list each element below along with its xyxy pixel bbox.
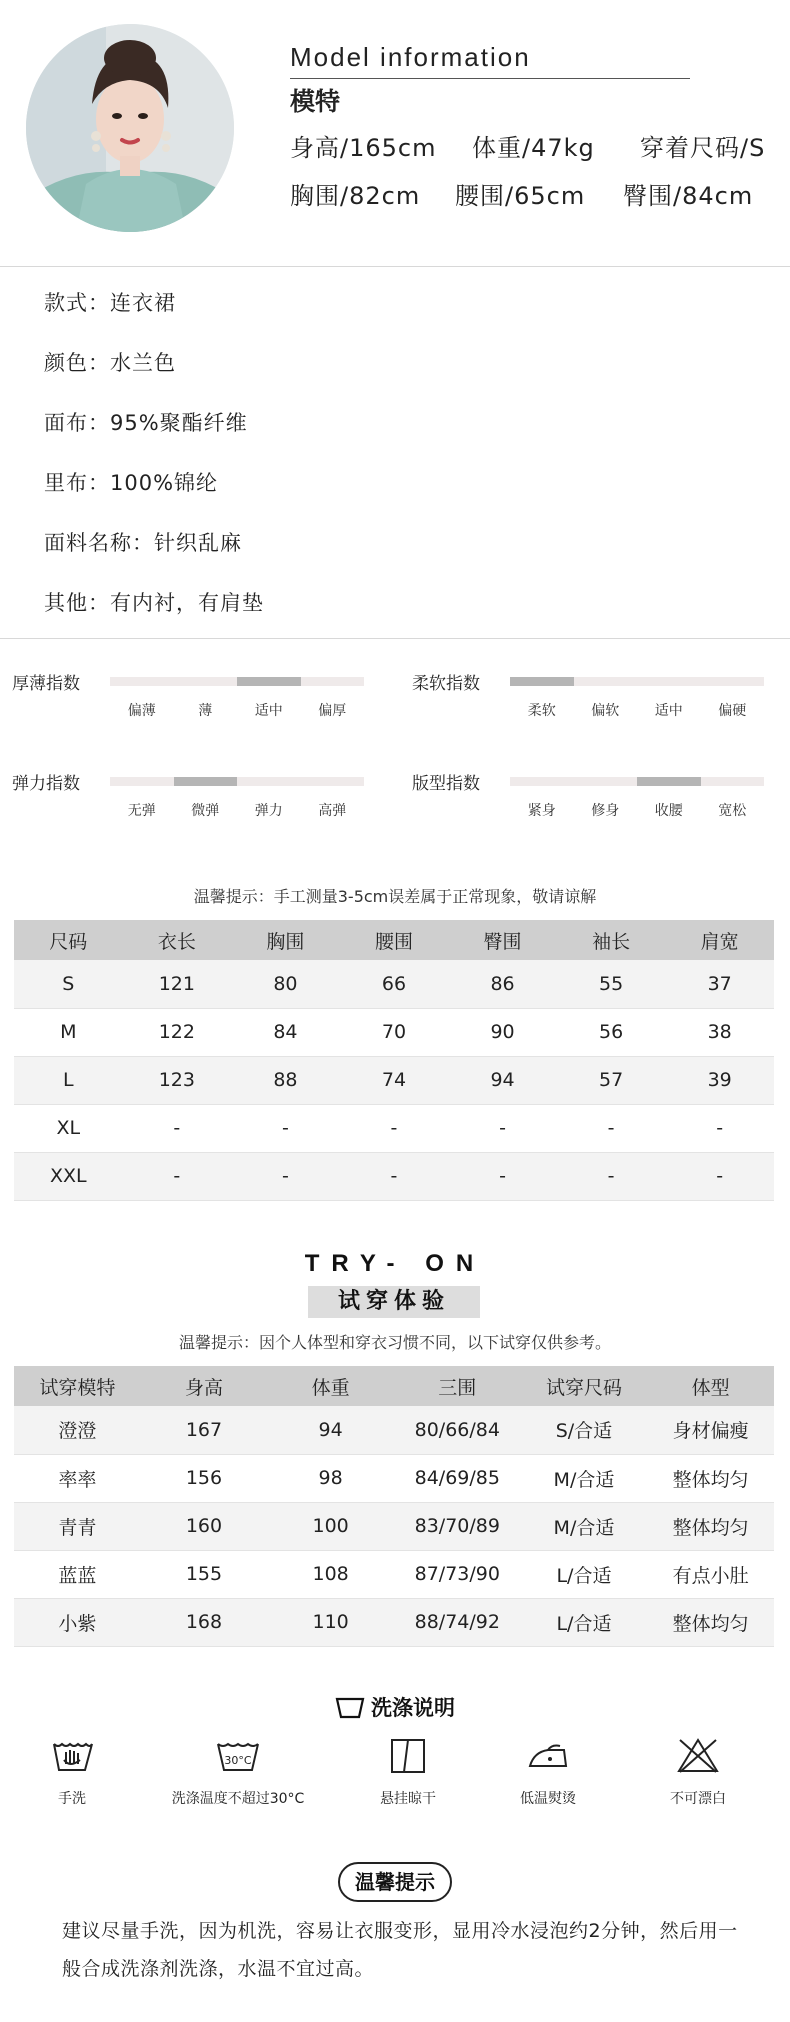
wash-label: 悬挂晾干 (380, 1791, 436, 1807)
warm-tip-text: 建议尽量手洗，因为机洗，容易让衣服变形，显用冷水浸泡约2分钟，然后用一般合成洗涤剂洗涤，水温不宜过高。 (62, 1920, 738, 1980)
table-cell: M/合适 (521, 1502, 648, 1550)
wash-item-hang-dry (338, 1738, 478, 1808)
table-cell: 38 (665, 1008, 774, 1056)
table-cell: - (123, 1104, 232, 1152)
table-cell: - (448, 1104, 557, 1152)
detail-color: 颜色：水兰色 (44, 351, 176, 375)
column-header: 尺码 (14, 920, 123, 960)
index-tick-label: 适中 (654, 703, 683, 719)
wash-title-text: 洗涤说明 (371, 1696, 455, 1720)
table-cell: - (557, 1152, 666, 1200)
table-cell: 整体均匀 (647, 1598, 774, 1646)
table-cell: - (665, 1152, 774, 1200)
table-cell: L (14, 1056, 123, 1104)
model-label: 模特 (290, 87, 341, 116)
table-cell: 160 (141, 1502, 268, 1550)
table-cell: 94 (267, 1406, 394, 1454)
tryon-row (14, 1406, 774, 1454)
model-waist: 腰围/65cm (455, 182, 586, 210)
index-tick-label: 修身 (591, 803, 620, 819)
index-tick-label: 微弹 (191, 803, 220, 819)
table-cell: - (557, 1104, 666, 1152)
wash-title (0, 1692, 790, 1724)
wash-30-icon (158, 1738, 318, 1774)
index-label: 柔软指数 (412, 674, 480, 694)
tryon-row (14, 1598, 774, 1646)
table-cell: 55 (557, 960, 666, 1008)
index-bar (510, 677, 764, 686)
index-tick-label: 弹力 (254, 803, 283, 819)
tryon-row (14, 1454, 774, 1502)
index-tick-label: 高弹 (318, 803, 347, 819)
index-bar-fill (510, 677, 574, 686)
column-header: 袖长 (557, 920, 666, 960)
column-header: 臀围 (448, 920, 557, 960)
size-row (14, 960, 774, 1008)
table-cell: - (231, 1152, 340, 1200)
tryon-tip: 温馨提示：因个人体型和穿衣习惯不同，以下试穿仅供参考。 (178, 1333, 611, 1352)
index-bar (110, 677, 364, 686)
wash-item-low-iron (478, 1738, 618, 1808)
model-info-title: Model information (290, 42, 531, 72)
table-cell: 66 (340, 960, 449, 1008)
table-cell: M (14, 1008, 123, 1056)
size-tip: 温馨提示：手工测量3-5cm误差属于正常现象，敬请谅解 (193, 887, 597, 906)
table-cell: 小紫 (14, 1598, 141, 1646)
table-cell: 率率 (14, 1454, 141, 1502)
size-row (14, 1152, 774, 1200)
table-cell: S/合适 (521, 1406, 648, 1454)
table-cell: 蓝蓝 (14, 1550, 141, 1598)
table-cell: L/合适 (521, 1550, 648, 1598)
size-table-header (14, 920, 774, 960)
column-header: 体型 (647, 1366, 774, 1406)
model-size: 穿着尺码/S (640, 134, 766, 162)
column-header: 身高 (141, 1366, 268, 1406)
table-cell: 57 (557, 1056, 666, 1104)
index-bar-fill (237, 677, 301, 686)
column-header: 试穿尺码 (521, 1366, 648, 1406)
table-cell: 有点小肚 (647, 1550, 774, 1598)
index-tick-label: 偏薄 (127, 703, 156, 719)
table-cell: 80/66/84 (394, 1406, 521, 1454)
detail-lining: 里布：100%锦纶 (44, 471, 219, 495)
table-cell: 98 (267, 1454, 394, 1502)
detail-style: 款式：连衣裙 (44, 291, 176, 315)
table-cell: L/合适 (521, 1598, 648, 1646)
index-tick-label: 偏厚 (318, 703, 347, 719)
table-cell: 86 (448, 960, 557, 1008)
low-iron-icon (478, 1738, 618, 1774)
no-bleach-icon (628, 1738, 768, 1774)
table-cell: - (123, 1152, 232, 1200)
model-photo (26, 24, 234, 232)
table-cell: - (231, 1104, 340, 1152)
index-label: 版型指数 (412, 774, 480, 794)
wash-label: 低温熨烫 (520, 1791, 576, 1807)
hang-dry-icon (338, 1738, 478, 1774)
model-bust: 胸围/82cm (290, 182, 421, 210)
table-cell: 整体均匀 (647, 1454, 774, 1502)
wash-label: 手洗 (58, 1791, 86, 1807)
table-cell: 整体均匀 (647, 1502, 774, 1550)
warm-tip-title: 温馨提示 (338, 1862, 452, 1902)
index-tick-label: 薄 (198, 703, 213, 719)
divider (0, 638, 790, 639)
column-header: 腰围 (340, 920, 449, 960)
size-table (14, 920, 774, 1201)
table-cell: 80 (231, 960, 340, 1008)
index-label: 弹力指数 (12, 774, 80, 794)
column-header: 肩宽 (665, 920, 774, 960)
index-bar-fill (174, 777, 238, 786)
table-cell: 澄澄 (14, 1406, 141, 1454)
column-header: 体重 (267, 1366, 394, 1406)
detail-other: 其他：有内衬，有肩垫 (44, 591, 264, 615)
index-tick-label: 无弹 (127, 803, 156, 819)
model-height: 身高/165cm (290, 134, 437, 162)
index-tick-label: 适中 (254, 703, 283, 719)
table-cell: S (14, 960, 123, 1008)
size-row (14, 1056, 774, 1104)
table-cell: 168 (141, 1598, 268, 1646)
size-row (14, 1104, 774, 1152)
table-cell: 83/70/89 (394, 1502, 521, 1550)
table-cell: 167 (141, 1406, 268, 1454)
detail-fabric-name: 面料名称：针织乱麻 (44, 531, 242, 555)
table-cell: 56 (557, 1008, 666, 1056)
size-row (14, 1008, 774, 1056)
table-cell: - (665, 1104, 774, 1152)
detail-shell-fabric: 面布：95%聚酯纤维 (44, 411, 248, 435)
index-tick-label: 偏硬 (718, 703, 747, 719)
index-tick-label: 紧身 (527, 803, 556, 819)
table-cell: 155 (141, 1550, 268, 1598)
wash-item-temp (158, 1738, 318, 1808)
table-cell: 90 (448, 1008, 557, 1056)
table-cell: M/合适 (521, 1454, 648, 1502)
table-cell: 39 (665, 1056, 774, 1104)
table-cell: 122 (123, 1008, 232, 1056)
table-cell: - (340, 1152, 449, 1200)
index-bar (110, 777, 364, 786)
index-bar-fill (637, 777, 701, 786)
column-header: 胸围 (231, 920, 340, 960)
divider (0, 266, 790, 267)
index-tick-label: 宽松 (718, 803, 747, 819)
tryon-row (14, 1502, 774, 1550)
table-cell: 108 (267, 1550, 394, 1598)
table-cell: 84/69/85 (394, 1454, 521, 1502)
column-header: 试穿模特 (14, 1366, 141, 1406)
table-cell: - (340, 1104, 449, 1152)
table-cell: 70 (340, 1008, 449, 1056)
index-tick-label: 收腰 (654, 803, 683, 819)
tryon-table (14, 1366, 774, 1647)
title-underline (290, 78, 690, 79)
tryon-title-cn: 试穿体验 (308, 1286, 480, 1318)
column-header: 三围 (394, 1366, 521, 1406)
wash-item-no-bleach (628, 1738, 768, 1808)
column-header: 衣长 (123, 920, 232, 960)
wash-item-hand-wash (2, 1738, 142, 1808)
washtub-icon (335, 1697, 365, 1724)
svg-text:30°C: 30°C (224, 1754, 252, 1767)
table-cell: 121 (123, 960, 232, 1008)
index-tick-label: 偏软 (591, 703, 620, 719)
index-label: 厚薄指数 (12, 674, 80, 694)
table-cell: XXL (14, 1152, 123, 1200)
table-cell: 84 (231, 1008, 340, 1056)
table-cell: 156 (141, 1454, 268, 1502)
wash-label: 洗涤温度不超过30°C (171, 1791, 305, 1807)
tryon-title-en: TRY- ON (304, 1250, 486, 1277)
table-cell: 123 (123, 1056, 232, 1104)
wash-label: 不可漂白 (670, 1791, 726, 1807)
table-cell: 88 (231, 1056, 340, 1104)
table-cell: 37 (665, 960, 774, 1008)
table-cell: 88/74/92 (394, 1598, 521, 1646)
tryon-table-header (14, 1366, 774, 1406)
tryon-row (14, 1550, 774, 1598)
table-cell: - (448, 1152, 557, 1200)
table-cell: XL (14, 1104, 123, 1152)
table-cell: 74 (340, 1056, 449, 1104)
model-hip: 臀围/84cm (623, 182, 754, 210)
index-bar (510, 777, 764, 786)
model-portrait-image (26, 24, 234, 232)
table-cell: 94 (448, 1056, 557, 1104)
table-cell: 身材偏瘦 (647, 1406, 774, 1454)
hand-wash-icon (2, 1738, 142, 1774)
table-cell: 青青 (14, 1502, 141, 1550)
index-tick-label: 柔软 (527, 703, 556, 719)
model-weight: 体重/47kg (472, 134, 595, 162)
table-cell: 87/73/90 (394, 1550, 521, 1598)
table-cell: 110 (267, 1598, 394, 1646)
table-cell: 100 (267, 1502, 394, 1550)
